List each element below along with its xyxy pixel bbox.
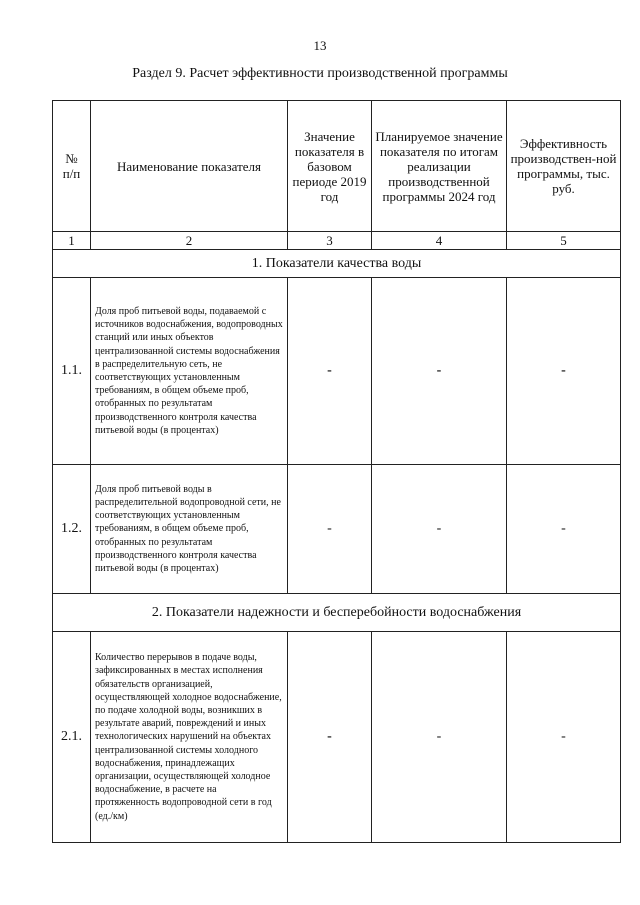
table-row — [53, 632, 621, 843]
row-number: 2.1. — [53, 632, 91, 843]
table-row — [53, 278, 621, 465]
header-number: № п/п — [53, 101, 91, 232]
efficiency-value: - — [507, 465, 621, 594]
group-header-row — [53, 594, 621, 632]
column-number: 5 — [507, 232, 621, 250]
planned-value: - — [372, 465, 507, 594]
page-number: 13 — [313, 38, 327, 53]
header-planned-value: Планируемое значение показателя по итогам реализации производственной программы 2024 год — [372, 101, 507, 232]
column-number: 1 — [53, 232, 91, 250]
column-number-row — [53, 232, 621, 250]
base-value: - — [288, 632, 372, 843]
table-header-row — [53, 101, 621, 232]
column-number: 3 — [288, 232, 372, 250]
group-title: 1. Показатели качества воды — [53, 250, 621, 278]
section-title: Раздел 9. Расчет эффективности производственной программы — [132, 66, 508, 81]
indicator-name: Количество перерывов в подаче воды, зафиксированных в местах исполнения обязательств организацией, осуществляющей холодное водоснабжение, по подаче холодной воды, возникших в результате аварий, повреждений и иных технологических нарушений на объектах централизованной системы холодного водоснабжения, принадлежащих организации, осуществляющей холодное водоснабжение, в расчете на протяженность водопроводной сети в год (ед./км) — [91, 632, 288, 843]
header-indicator-name: Наименование показателя — [91, 101, 288, 232]
planned-value: - — [372, 278, 507, 465]
table-row — [53, 465, 621, 594]
indicator-name: Доля проб питьевой воды в распределительной водопроводной сети, не соответствующих установленным требованиям, в общем объеме проб, отобранных по результатам производственного контроля качества питьевой воды (в процентах) — [91, 465, 288, 594]
header-base-value: Значение показателя в базовом периоде 2019 год — [288, 101, 372, 232]
row-number: 1.2. — [53, 465, 91, 594]
efficiency-value: - — [507, 632, 621, 843]
indicator-name: Доля проб питьевой воды, подаваемой с источников водоснабжения, водопроводных станций или иных объектов централизованной системы водоснабжения в распределительную сеть, не соответствующих установленным требованиям, в общем объеме проб, отобранных по результатам производственного контроля качества питьевой воды (в процентах) — [91, 278, 288, 465]
efficiency-table — [52, 100, 621, 843]
planned-value: - — [372, 632, 507, 843]
column-number: 2 — [91, 232, 288, 250]
efficiency-value: - — [507, 278, 621, 465]
header-efficiency: Эффективность производствен-ной программы, тыс. руб. — [507, 101, 621, 232]
base-value: - — [288, 278, 372, 465]
group-title: 2. Показатели надежности и бесперебойности водоснабжения — [53, 594, 621, 632]
group-header-row — [53, 250, 621, 278]
row-number: 1.1. — [53, 278, 91, 465]
column-number: 4 — [372, 232, 507, 250]
base-value: - — [288, 465, 372, 594]
